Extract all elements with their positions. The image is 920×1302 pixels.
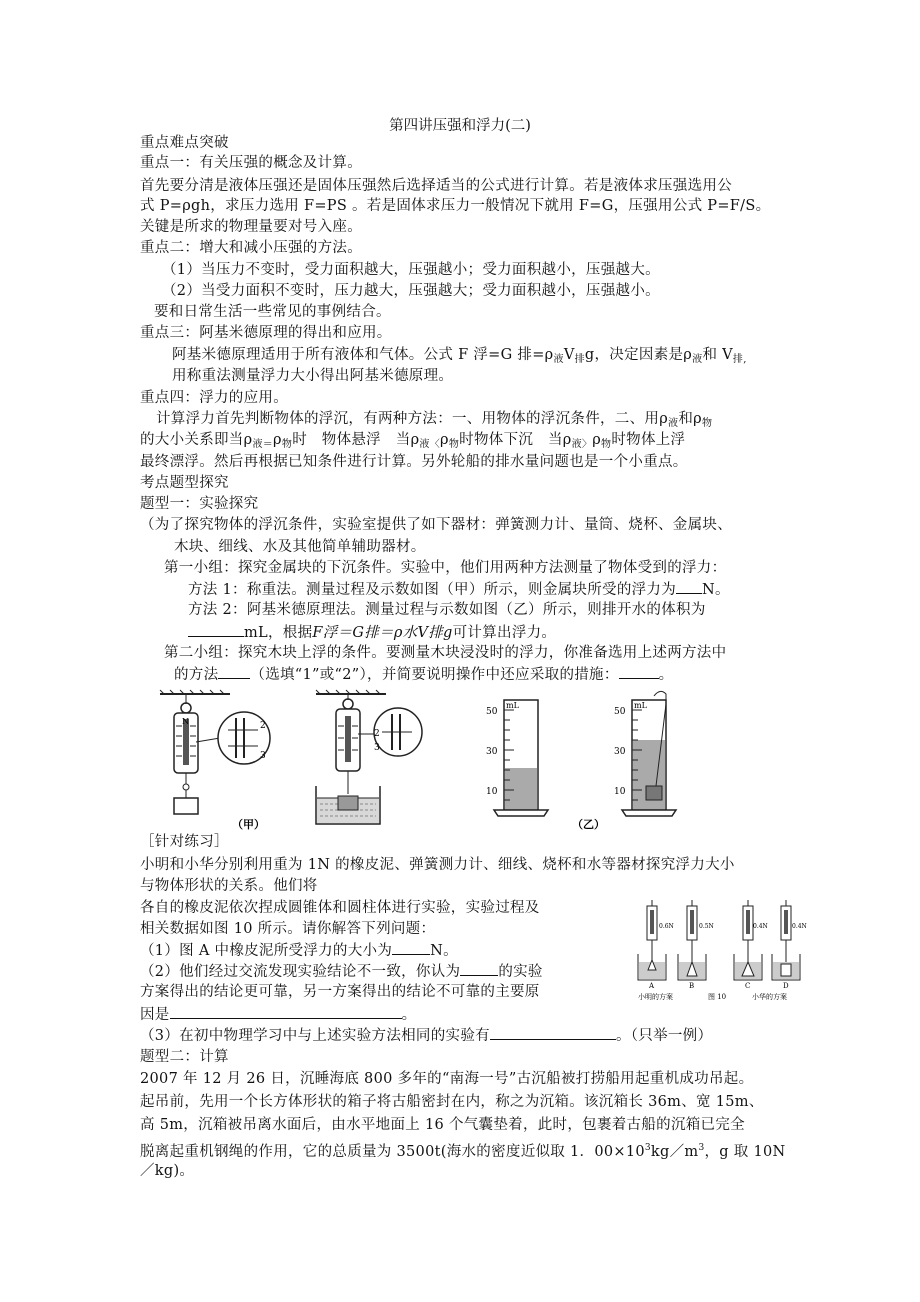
answer-blank[interactable]	[218, 664, 250, 679]
method-1-text: 方法 1：称重法。测量过程及示数如图（甲）所示，则金属块所受的浮力为 N。	[188, 579, 730, 600]
practice-text: 相关数据如图 10 所示。请你解答下列问题：	[140, 921, 436, 937]
tick-label: 10	[486, 787, 498, 797]
answer-blank[interactable]	[619, 664, 659, 679]
key-point-4-text: 最终漂浮。然后再根据已知条件进行计算。另外轮船的排水量问题也是一个小重点。	[140, 454, 688, 470]
key-point-1-heading: 重点一：有关压强的概念及计算。	[140, 155, 362, 171]
key-point-1-text: 式 P=ρgh，求压力选用 F=PS 。若是固体求压力一般情况下就用 F=G，压强用公式 P=F/S。	[140, 198, 771, 214]
key-point-2-item: （1）当压力不变时，受力面积越大，压强越小；受力面积越小，压强越大。	[162, 262, 660, 278]
method-2-text: mL，根据F浮＝G排＝ρ水V排g可计算出浮力。	[188, 622, 556, 643]
type-1-intro: 木块、细线、水及其他简单辅助器材。	[174, 539, 426, 555]
scale-number: 3	[374, 743, 380, 753]
unit-label: mL	[634, 701, 647, 710]
section-heading-exam: 考点题型探究	[140, 475, 229, 491]
key-point-1-text: 首先要分清是液体压强还是固体压强然后选择适当的公式进行计算。若是液体求压强选用公	[140, 178, 732, 194]
figure-caption: 小明的方案	[638, 993, 673, 1001]
key-point-1-text: 关键是所求的物理量要对号入座。	[140, 219, 362, 235]
answer-blank[interactable]	[392, 940, 430, 955]
reading-label: 0.6N	[659, 923, 674, 930]
type-2-text: 高 5m，沉箱被吊离水面后，由水平地面上 16 个气囊垫着，此时，包裹着古船的沉箱已完全	[140, 1117, 745, 1133]
tick-label: 10	[614, 787, 626, 797]
page-title: 第四讲压强和浮力(二)	[389, 118, 531, 134]
answer-blank[interactable]	[676, 579, 702, 594]
question-2: 方案得出的结论更可靠，另一方案得出的结论不可靠的主要原	[140, 984, 540, 1000]
spring-scale-beaker-icon	[734, 900, 762, 980]
spring-scale-beaker-icon	[638, 900, 666, 980]
type-2-text: 2007 年 12 月 26 日，沉睡海底 800 多年的“南海一号”古沉船被打捞船用起重机成功吊起。	[140, 1071, 754, 1087]
tick-label: 50	[614, 707, 626, 717]
figure-caption-jia: （甲）	[232, 818, 265, 831]
key-point-2-note: 要和日常生活一些常见的事例结合。	[154, 304, 391, 320]
key-point-4-heading: 重点四：浮力的应用。	[140, 390, 288, 406]
sub-figure-label: B	[689, 982, 695, 990]
key-point-2-item: （2）当受力面积不变时，压力越大，压强越大；受力面积越小，压强越小。	[162, 283, 660, 299]
practice-text: 与物体形状的关系。他们将	[140, 878, 318, 894]
group-2-text: 第二小组：探究木块上浮的条件。要测量木块浸没时的浮力，你准备选用上述两方法中	[164, 645, 727, 661]
spring-scale-beaker-icon	[772, 900, 800, 980]
key-point-3-text: 阿基米德原理适用于所有液体和气体。公式 F 浮=G 排$=\rho_液V_排g$，决定因素是$\rho_液$和 $V_{排,}$	[172, 347, 747, 365]
scale-number: 3	[260, 751, 266, 761]
tick-label: 30	[486, 747, 498, 757]
type-2-text: 起吊前，先用一个长方体形状的箱子将古船密封在内，称之为沉箱。该沉箱长 36m、宽 15m、	[140, 1094, 764, 1110]
type-1-intro: （为了探究物体的浮沉条件，实验室提供了如下器材：弹簧测力计、量筒、烧杯、金属块、	[140, 517, 732, 533]
group-2-text: 的方法 （选填“1”或“2”），并简要说明操作中还应采取的措施： 。	[174, 664, 673, 685]
reading-label: 0.4N	[792, 923, 807, 930]
type-2-text: 脱离起重机钢绳的作用，它的总质量为 3500t(海水的密度近似取 1．$00\times 10^3kg/m^3$，g 取 10N	[140, 1143, 786, 1160]
question-1: （1）图 A 中橡皮泥所受浮力的大小为 N。	[140, 940, 458, 961]
key-point-2-heading: 重点二：增大和减小压强的方法。	[140, 240, 362, 256]
reading-label: 0.4N	[753, 923, 768, 930]
sub-figure-label: C	[745, 982, 751, 990]
tick-label: 30	[614, 747, 626, 757]
figure-caption: 小华的方案	[752, 993, 787, 1001]
tick-label: 50	[486, 707, 498, 717]
key-point-4-text: 的大小关系即当$\rho_{液=}\rho_物$时 物体悬浮 当$\rho_{液〈}\rho_物$时物体下沉 当$\rho_{液〉}\rho_物$时物体上浮	[140, 432, 686, 450]
question-2: 因是 。	[140, 1004, 416, 1025]
group-1-text: 第一小组：探究金属块的下沉条件。实验中，他们用两种方法测量了物体受到的浮力：	[164, 560, 727, 576]
method-2-text: 方法 2：阿基米德原理法。测量过程与示数如图（乙）所示，则排开水的体积为	[188, 602, 706, 618]
scale-n-label: N	[182, 717, 189, 726]
question-2: （2）他们经过交流发现实验结论不一致，你认为 的实验	[140, 961, 543, 982]
figure-jia-yi	[140, 686, 700, 831]
scale-number: 2	[260, 721, 266, 731]
practice-text: 小明和小华分别利用重为 1N 的橡皮泥、弹簧测力计、细线、烧杯和水等器材探究浮力大小	[140, 857, 735, 873]
figure-caption: 图 10	[708, 993, 727, 1001]
figure-caption-yi: （乙）	[572, 818, 605, 831]
sub-figure-label: A	[649, 982, 655, 990]
key-point-4-text: 计算浮力首先判断物体的浮沉，有两种方法：一、用物体的浮沉条件，二、用$\rho_液$和$\rho_物$	[156, 411, 713, 429]
answer-blank[interactable]	[460, 961, 498, 976]
section-heading-key-points: 重点难点突破	[140, 135, 229, 151]
reading-label: 0.5N	[699, 923, 714, 930]
graduated-cylinder-icon	[494, 700, 548, 816]
spring-scale-icon	[160, 690, 230, 814]
type-2-text: ／kg)。	[140, 1163, 195, 1179]
key-point-3-text: 用称重法测量浮力大小得出阿基米德原理。	[172, 368, 454, 384]
practice-text: 各自的橡皮泥依次捏成圆锥体和圆柱体进行实验，实验过程及	[140, 900, 540, 916]
answer-blank[interactable]	[170, 1004, 402, 1019]
question-3: （3）在初中物理学习中与上述实验方法相同的实验有 。（只举一例）	[140, 1025, 712, 1046]
type-2-heading: 题型二：计算	[140, 1049, 229, 1065]
graduated-cylinder-icon	[622, 691, 676, 816]
unit-label: mL	[506, 701, 519, 710]
key-point-3-heading: 重点三：阿基米德原理的得出和应用。	[140, 325, 392, 341]
type-1-heading: 题型一：实验探究	[140, 496, 259, 512]
spring-scale-beaker-icon	[316, 690, 386, 824]
figure-10	[632, 896, 810, 1004]
practice-heading: ［针对练习］	[140, 834, 229, 850]
answer-blank[interactable]	[490, 1025, 616, 1040]
sub-figure-label: D	[783, 982, 789, 990]
answer-blank[interactable]	[188, 622, 244, 637]
spring-scale-beaker-icon	[678, 900, 706, 980]
scale-number: 2	[374, 729, 380, 739]
